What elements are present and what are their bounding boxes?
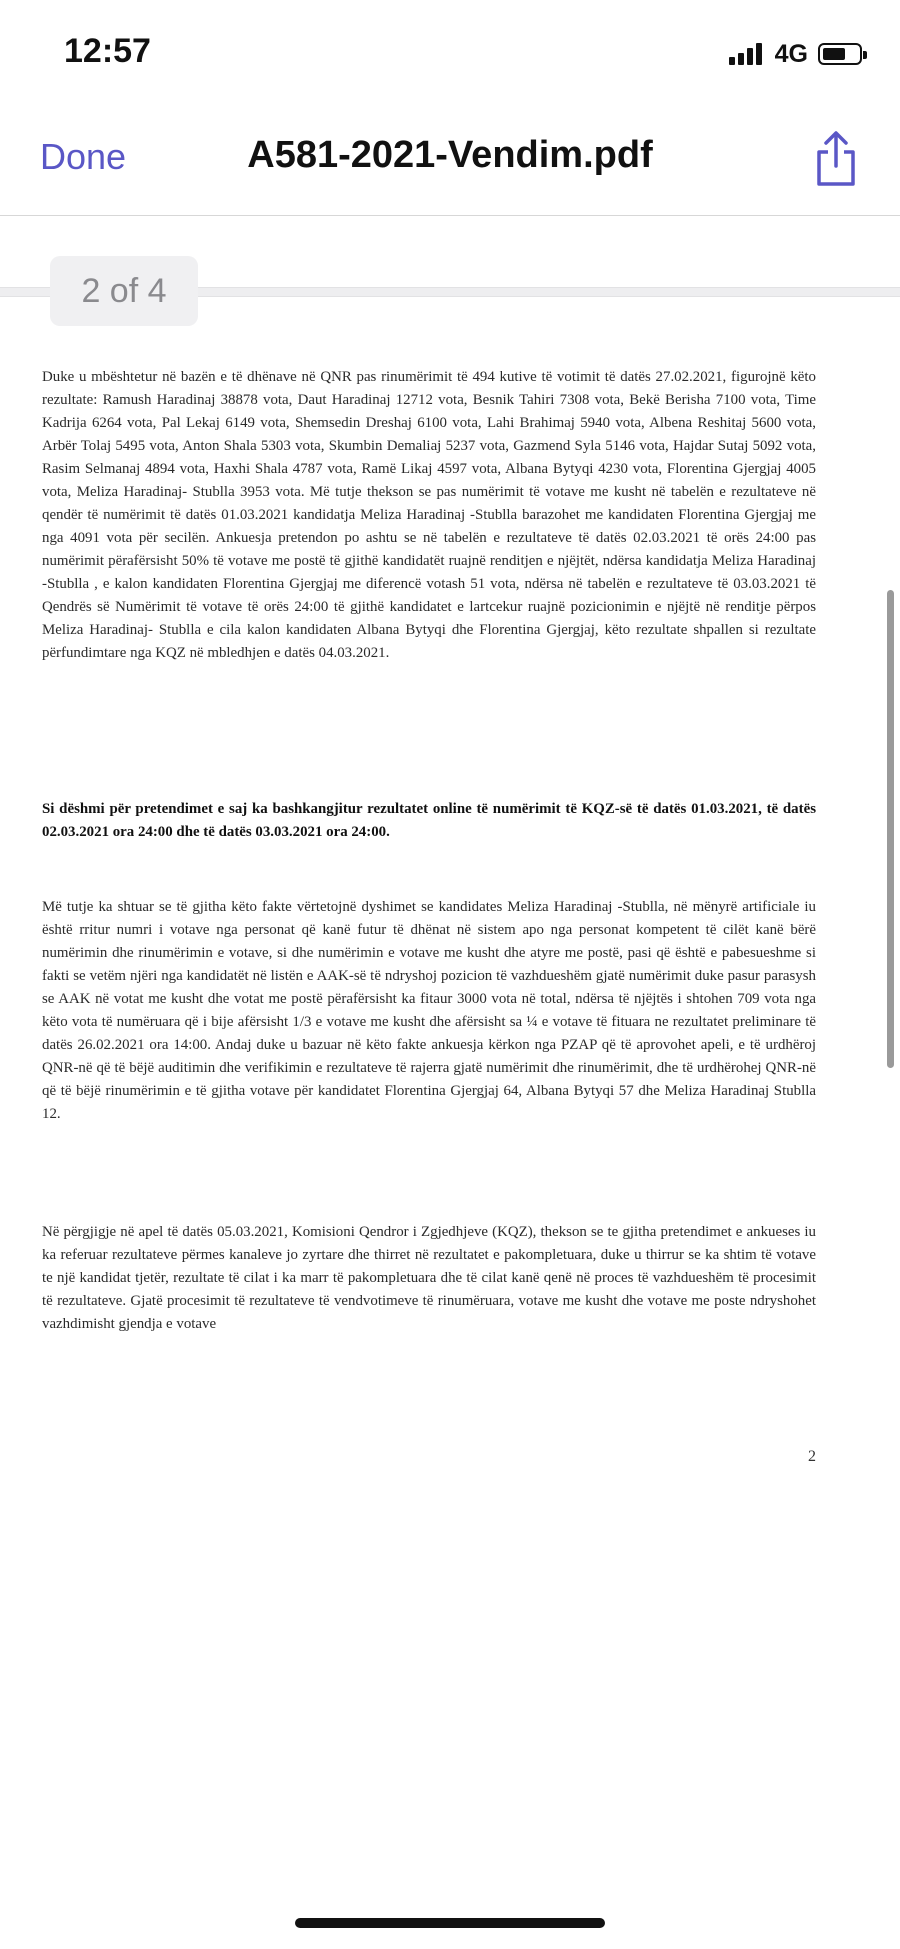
- document-paragraph: Në përgjigje në apel të datës 05.03.2021, Komisioni Qendror i Zgjedhjeve (KQZ), thekson se te gjitha pretendimet e ankueses iu ka referuar rezultateve përmes kanaleve jo zyrtare dhe thirret në rezultatet e pakompletuara, duke u thirrur se ka shtim të votave te një kandidat tjetër, rezultate të cilat i ka marr të pakompletuara dhe të cilat kanë qenë në proces të vazhdueshëm të procesimit të rezultateve. Gjatë procesimit të rezultateve të vendvotimeve të rinumëruara, votave me kusht dhe votave me poste ndryshohet vazhdimisht gjendja e votave: [42, 1224, 816, 1332]
- document-paragraph: Më tutje ka shtuar se të gjitha këto fakte vërtetojnë dyshimet se kandidates Meliza Haradinaj -Stublla, në mënyrë artificiale iu është rritur numri i votave nga personat që kanë futur të dhënat në sistem apo nga personat kompetent të cilët kanë bërë numërimin dhe rinumërimin e votave, si dhe numërimin e votave me kusht dhe atyre me postë, pasi që është e pabesueshme si fakti se vetëm njëri nga kandidatët në listën e AAK-së të ndryshoj pozicion të vazhdueshëm gjatë numërimit duke pasur parasysh se AAK në votat me kusht dhe votat me postë përafërsisht ka fitaur 3000 vota në total, ndërsa të njëjtës i shtohen 709 vota nga këto vota të numëruara që i bije afërsisht 1/3 e votave me kusht dhe afërsisht sa ¼ e votave të fituara ne rezultatet preliminare të datës 26.02.2021 ora 14:00. Andaj duke u bazuar në këto fakte ankuesja kërkon nga PZAP që të aprovohet apeli, e të urdhëroj QNR-në që të bëjë auditimin dhe verifikimin e rezultateve të rajerra gjatë numërimit dhe rinumërimit, dhe të urdhërohej QNR-në që të bëjë rinumërimin e të gjitha votave për kandidatet Florentina Gjergjaj 64, Albana Bytyqi 57 dhe Meliza Haradinaj Stublla 12.: [42, 899, 816, 1122]
- status-indicators: [729, 40, 862, 68]
- page-indicator: 2 of 4: [50, 256, 198, 326]
- status-bar: [0, 0, 900, 110]
- home-indicator[interactable]: [295, 1918, 605, 1928]
- battery-icon: [818, 43, 862, 65]
- document-paragraph-bold: Si dëshmi për pretendimet e saj ka bashkangjitur rezultatet online të numërimit të KQZ-së të datës 01.03.2021, të datës 02.03.2021 ora 24:00 dhe të datës 03.03.2021 ora 24:00.: [42, 801, 816, 840]
- share-button[interactable]: [810, 128, 862, 188]
- document-title: A581-2021-Vendim.pdf: [247, 134, 653, 176]
- page-number: 2: [808, 1448, 816, 1465]
- done-button[interactable]: Done: [40, 136, 127, 177]
- share-icon: [810, 128, 862, 188]
- pdf-viewer[interactable]: [0, 216, 900, 1949]
- status-time: 12:57: [64, 32, 151, 70]
- network-type: 4G: [774, 39, 808, 68]
- signal-icon: [729, 43, 765, 65]
- document-paragraph: Duke u mbështetur në bazën e të dhënave në QNR pas rinumërimit të 494 kutive të votimit të datës 27.02.2021, figurojnë këto rezultate: Ramush Haradinaj 38878 vota, Daut Haradinaj 12712 vota, Besnik Tahiri 7308 vota, Bekë Berisha 7100 vota, Time Kadrija 6264 vota, Pal Lekaj 6149 vota, Shemsedin Dreshaj 6100 vota, Lahi Brahimaj 5940 vota, Albena Reshitaj 5600 vota, Arbër Tolaj 5495 vota, Anton Shala 5303 vota, Skumbin Demaliaj 5237 vota, Gazmend Syla 5146 vota, Hajdar Sutaj 5092 vota, Rasim Selmanaj 4894 vota, Haxhi Shala 4787 vota, Ramë Likaj 4597 vota, Albana Bytyqi 4230 vota, Florentina Gjergjaj 4005 vota, Meliza Haradinaj- Stublla 3953 vota. Më tutje thekson se pas numërimit të votave me kusht në tabelën e rezultateve në qendër të numërimit të datës 01.03.2021 kandidatja Meliza Haradinaj -Stublla barazohet me kandidaten Florentina Gjergjaj me nga 4091 vota për secilën. Ankuesja pretendon po ashtu se në tabelën e rezultateve të datës 02.03.2021 të orës 24:00 pas numërimit përafërsisht 50% të votave me postë të gjithë kandidatët ruajnë renditjen e njëjtët, ndërsa kandidatja Meliza Haradinaj -Stublla , e kalon kandidaten Florentina Gjergjaj me diferencë votash 51 vota, ndërsa në tabelën e rezultateve të 03.03.2021 të Qendrës së Numërimit të votave të orës 24:00 të gjithë kandidatet e lartcekur ruajnë pozicionimin e njëjtë në renditje përpos Meliza Haradinaj- Stublla e cila kalon kandidaten Albana Bytyqi dhe Florentina Gjergjaj, këto rezultate shpallen si rezultate përfundimtare nga KQZ në mbledhjen e datës 04.03.2021.: [42, 369, 816, 661]
- scroll-indicator[interactable]: [887, 590, 894, 1068]
- navigation-bar: [0, 110, 900, 216]
